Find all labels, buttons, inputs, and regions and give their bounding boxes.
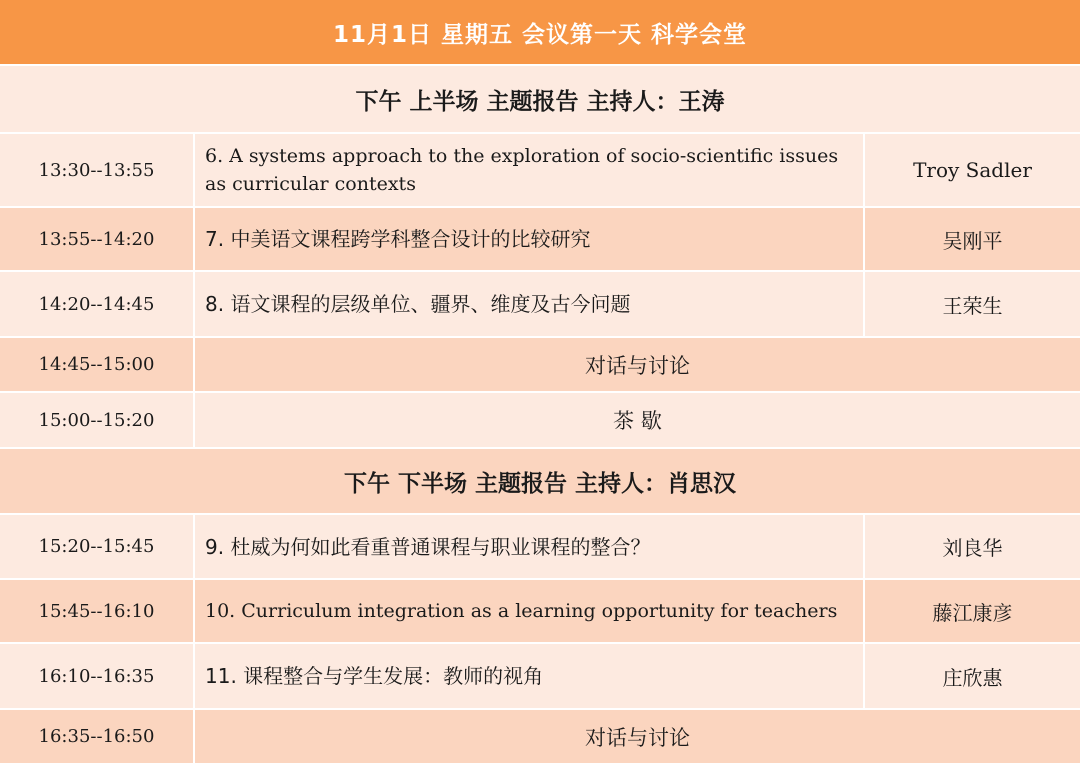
table-row [0,132,1080,206]
time-slot: 15:20--15:45 [0,515,195,578]
speaker-name: 王荣生 [942,293,1003,318]
discussion-label: 对话与讨论 [585,725,690,750]
section-header-afternoon-second-half: 下午 下半场 主题报告 主持人：肖思汉 [0,447,1080,513]
day-header: 11月1日 星期五 会议第一天 科学会堂 [0,0,1080,64]
speaker-name: 刘良华 [942,536,1003,560]
talk-title: 11. 课程整合与学生发展：教师的视角 [195,644,865,708]
talk-title: 10. Curriculum integration as a learning opportunity for teachers [195,580,865,642]
table-row [0,708,1080,763]
table-row [0,206,1080,270]
speaker-name: 庄欣惠 [942,665,1003,690]
section-header-afternoon-first-half: 下午 上半场 主题报告 主持人：王涛 [0,64,1080,132]
table-row [0,513,1080,578]
time-slot: 15:00--15:20 [0,393,195,447]
speaker-name: 吴刚平 [942,228,1003,253]
talk-title: 8. 语文课程的层级单位、疆界、维度及古今问题 [195,272,865,336]
discussion-label: 对话与讨论 [585,353,690,378]
tea-break-label: 茶 歇 [613,409,662,433]
table-row [0,270,1080,336]
table-row [0,578,1080,642]
table-row [0,642,1080,708]
speaker-name: Troy Sadler [913,158,1032,182]
talk-title: 7. 中美语文课程跨学科整合设计的比较研究 [195,208,865,270]
time-slot: 16:10--16:35 [0,644,195,708]
time-slot: 14:20--14:45 [0,272,195,336]
time-slot: 14:45--15:00 [0,338,195,391]
time-slot: 13:55--14:20 [0,208,195,270]
time-slot: 16:35--16:50 [0,710,195,763]
speaker-name: 藤江康彦 [932,600,1013,625]
table-row [0,391,1080,447]
table-row [0,336,1080,391]
time-slot: 15:45--16:10 [0,580,195,642]
talk-title: 6. A systems approach to the exploration of socio-scientific issues as curricular contexts [195,134,865,206]
time-slot: 13:30--13:55 [0,134,195,206]
talk-title: 9. 杜威为何如此看重普通课程与职业课程的整合？ [195,515,865,578]
